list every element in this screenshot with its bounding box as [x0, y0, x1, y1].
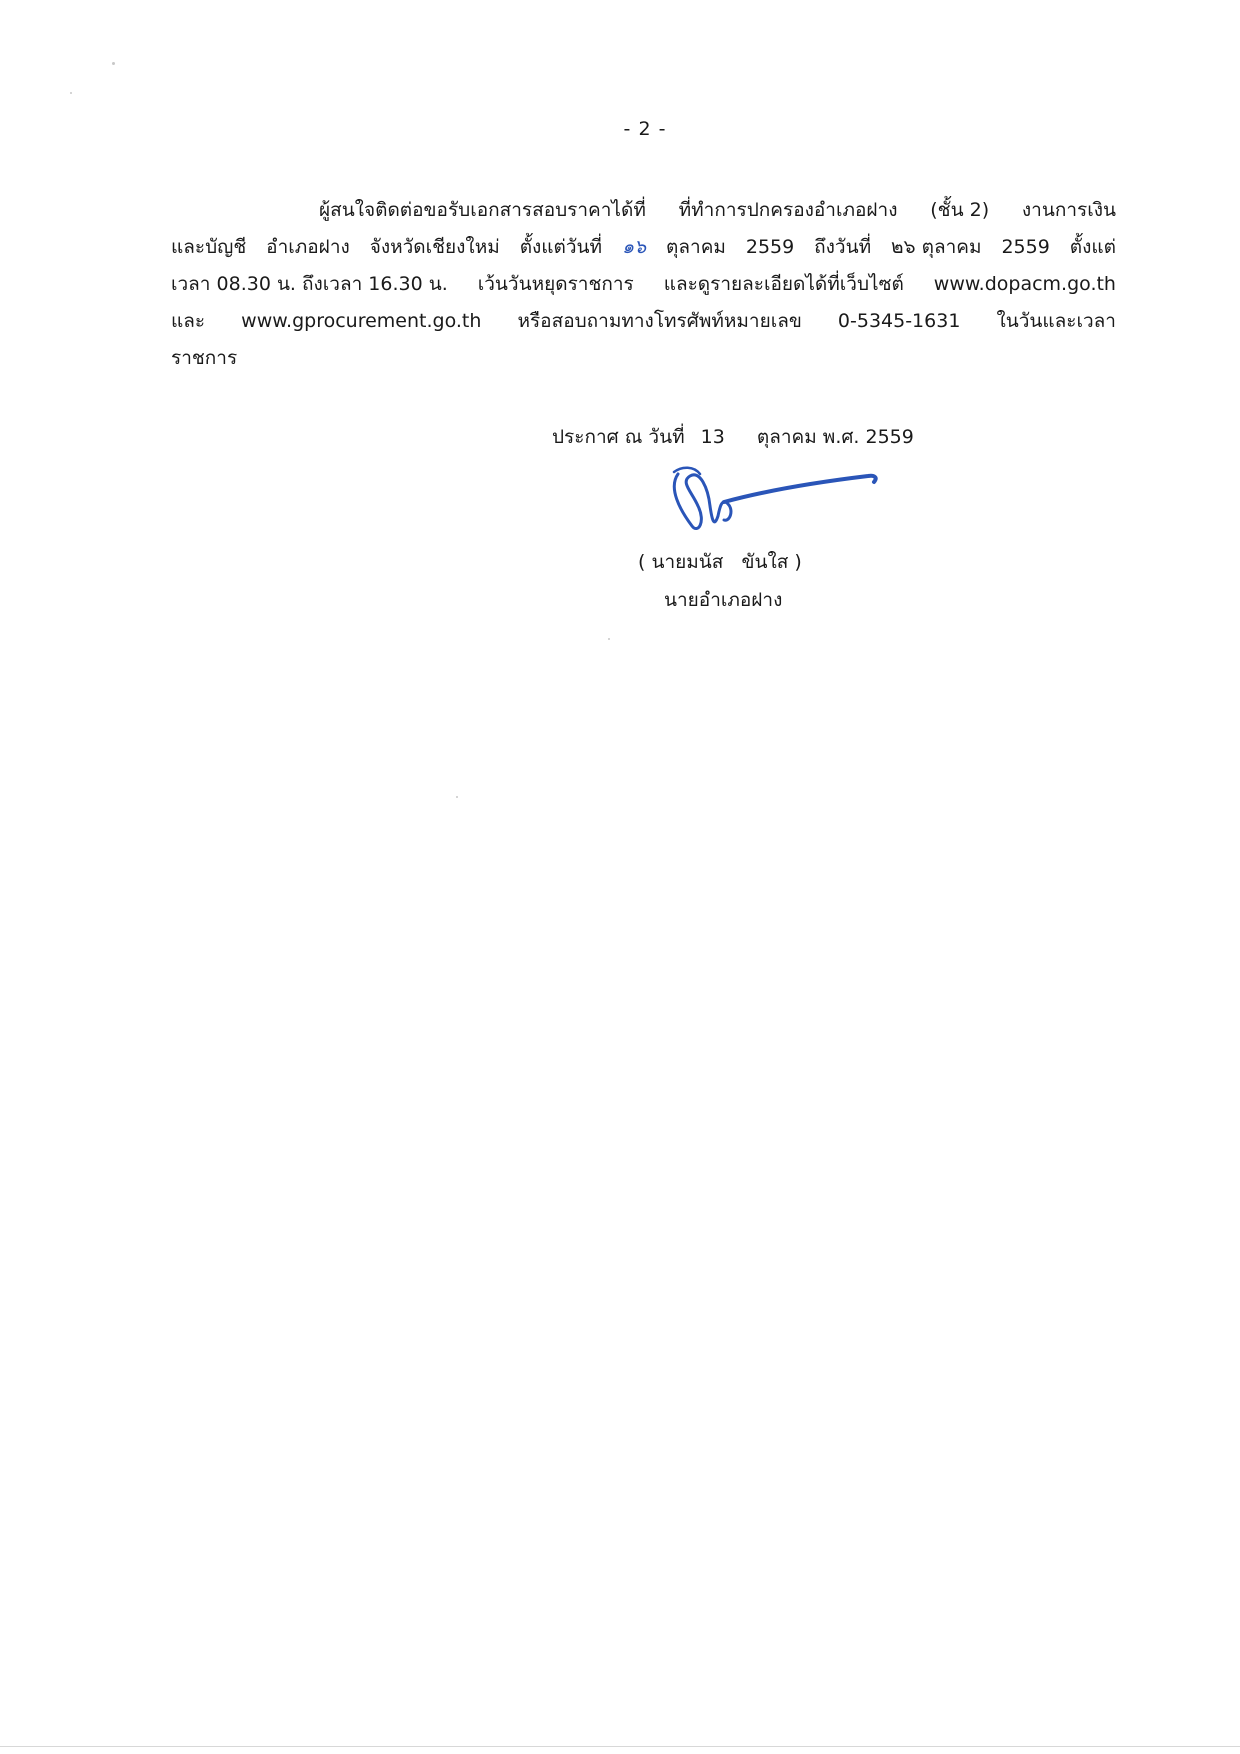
paragraph-text: และ: [171, 310, 206, 332]
paragraph-text: ตุลาคม: [666, 236, 726, 258]
scan-speck: [112, 62, 115, 65]
paragraph-text: อำเภอฝาง: [266, 236, 350, 258]
handwritten-date: ๒๖ ตุลาคม: [891, 236, 982, 258]
handwritten-date: ๑๖: [622, 236, 647, 258]
scan-edge: [0, 1746, 1240, 1747]
announcement-date: [552, 424, 914, 450]
paragraph-text: 2559: [1001, 236, 1050, 258]
scan-speck: [70, 92, 72, 94]
signatory-name: ( นายมนัส ขันใส ): [638, 551, 802, 573]
paragraph-text: ในวันและเวลา: [996, 310, 1116, 332]
paragraph-text: ที่ทำการปกครองอำเภอฝาง: [678, 199, 898, 221]
paragraph-text: เวลา 08.30 น. ถึงเวลา 16.30 น.: [171, 273, 448, 295]
paragraph-line-2: [171, 234, 1116, 260]
paragraph-text: (ชั้น 2): [930, 199, 990, 221]
paragraph-text: ถึงวันที่: [814, 236, 872, 258]
paragraph-text: ตั้งแต่: [1069, 236, 1116, 258]
page-number: - 2 -: [623, 118, 667, 140]
paragraph-text: ตั้งแต่วันที่: [519, 236, 603, 258]
scan-speck: [608, 638, 610, 640]
paragraph-text: จังหวัดเชียงใหม่: [369, 236, 500, 258]
paragraph-text: ราชการ: [171, 347, 238, 369]
website-link: www.dopacm.go.th: [933, 273, 1116, 295]
signature: [668, 462, 883, 540]
paragraph-text: 2559: [745, 236, 795, 258]
scan-speck: [456, 796, 458, 798]
paragraph-line-1: [319, 197, 1116, 223]
signatory-position: นายอำเภอฝาง: [664, 589, 783, 611]
announcement-prefix: ประกาศ ณ วันที่: [552, 426, 685, 448]
paragraph-line-4: [171, 308, 1116, 334]
paragraph-text: ผู้สนใจติดต่อขอรับเอกสารสอบราคาได้ที่: [319, 199, 646, 221]
paragraph-text: หรือสอบถามทางโทรศัพท์หมายเลข: [517, 310, 802, 332]
website-link: www.gprocurement.go.th: [241, 310, 482, 332]
paragraph-text: งานการเงิน: [1021, 199, 1116, 221]
paragraph-text: และดูรายละเอียดได้ที่เว็บไซต์: [663, 273, 904, 295]
announcement-month-year: ตุลาคม พ.ศ. 2559: [756, 426, 914, 448]
paragraph-text: และบัญชี: [171, 236, 247, 258]
paragraph-line-3: [171, 271, 1116, 297]
phone-number: 0-5345-1631: [837, 310, 961, 332]
paragraph-line-5: [171, 345, 237, 371]
paragraph-text: เว้นวันหยุดราชการ: [477, 273, 634, 295]
announcement-day: 13: [700, 426, 725, 448]
